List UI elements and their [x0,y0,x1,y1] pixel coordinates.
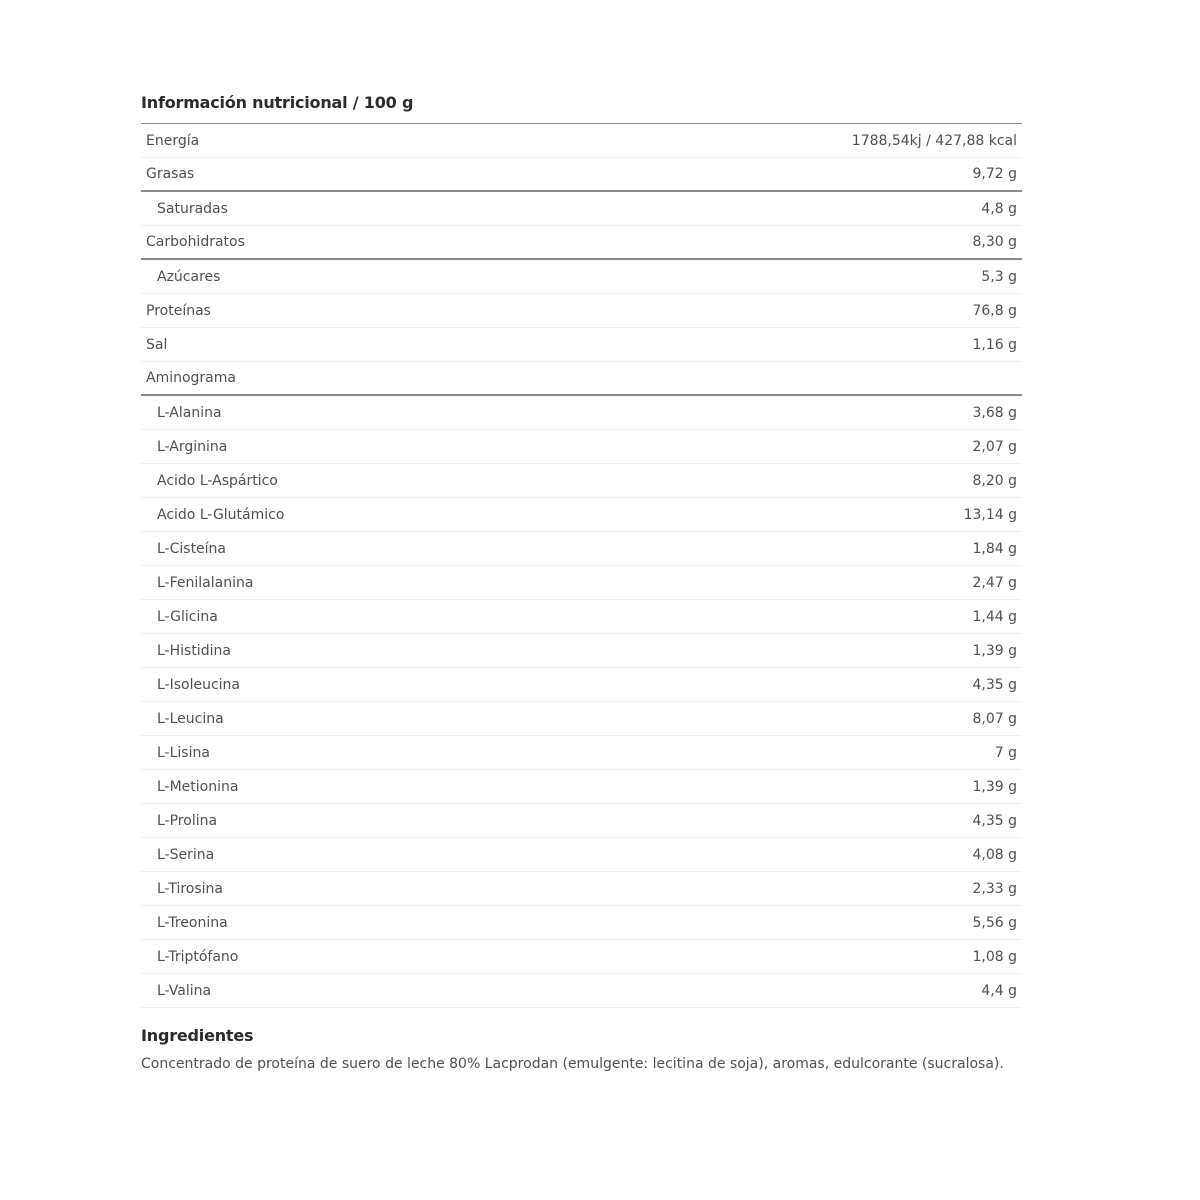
row-value: 4,08 g [972,846,1017,863]
row-value: 2,07 g [972,438,1017,455]
row-value: 13,14 g [963,506,1017,523]
table-row [141,226,1022,260]
row-label: L-Cisteína [157,540,227,557]
table-row [141,362,1022,396]
nutrition-section [141,90,1022,1075]
row-label: L-Serina [157,846,215,863]
row-value: 1,39 g [972,778,1017,795]
table-row [141,158,1022,192]
row-value: 2,33 g [972,880,1017,897]
row-value: 5,3 g [981,268,1017,285]
row-value: 4,4 g [981,982,1017,999]
table-row [141,906,1022,940]
row-value: 3,68 g [972,404,1017,421]
table-row [141,804,1022,838]
row-label: L-Prolina [157,812,218,829]
row-label: L-Metionina [157,778,239,795]
table-row [141,532,1022,566]
table-row [141,124,1022,158]
row-label: L-Fenilalanina [157,574,254,591]
row-label: Aminograma [146,370,236,386]
row-label: L-Alanina [157,404,222,421]
row-label: L-Arginina [157,438,228,455]
row-label: Proteínas [146,302,211,319]
row-value: 8,30 g [972,234,1017,250]
table-row [141,260,1022,294]
row-value: 4,35 g [972,812,1017,829]
row-label: Acido L-Aspártico [157,472,278,489]
nutrition-table [141,123,1022,1008]
row-label: Grasas [146,166,195,182]
nutrition-title: Información nutricional / 100 g [141,93,414,112]
row-label: L-Treonina [157,914,228,931]
table-row [141,396,1022,430]
table-row [141,770,1022,804]
row-value: 1,16 g [972,336,1017,353]
table-row [141,192,1022,226]
table-row [141,328,1022,362]
table-row [141,838,1022,872]
row-label: L-Triptófano [157,948,239,965]
row-label: Sal [146,336,168,353]
row-label: L-Isoleucina [157,676,241,693]
row-label: Saturadas [157,200,228,217]
table-row [141,872,1022,906]
row-value: 9,72 g [972,166,1017,182]
table-row [141,464,1022,498]
table-row [141,634,1022,668]
row-label: Azúcares [157,268,221,285]
row-value: 4,35 g [972,676,1017,693]
row-label: L-Tirosina [157,880,223,897]
row-value: 8,07 g [972,710,1017,727]
ingredients-text: Concentrado de proteína de suero de leche 80% Lacprodan (emulgente: lecitina de soja), aromas, edulcorante (sucralosa). [141,1056,1004,1072]
row-value: 7 g [994,744,1017,761]
row-value: 2,47 g [972,574,1017,591]
table-row [141,668,1022,702]
table-row [141,566,1022,600]
row-value: 1788,54kj / 427,88 kcal [851,132,1017,149]
row-label: Carbohidratos [146,234,245,250]
row-value: 8,20 g [972,472,1017,489]
table-row [141,294,1022,328]
ingredients-title: Ingredientes [141,1026,254,1045]
row-label: L-Glicina [157,608,218,625]
table-row [141,736,1022,770]
row-value: 76,8 g [972,302,1017,319]
row-label: Energía [146,132,200,149]
row-label: L-Leucina [157,710,224,727]
row-label: L-Valina [157,982,212,999]
row-label: L-Lisina [157,744,210,761]
table-row [141,940,1022,974]
row-value: 4,8 g [981,200,1017,217]
table-row [141,430,1022,464]
row-value: 1,44 g [972,608,1017,625]
row-value: 1,84 g [972,540,1017,557]
row-label: Acido L-Glutámico [157,506,285,523]
table-row [141,974,1022,1008]
row-value: 1,08 g [972,948,1017,965]
row-value: 1,39 g [972,642,1017,659]
table-row [141,702,1022,736]
table-row [141,600,1022,634]
table-row [141,498,1022,532]
row-label: L-Histidina [157,642,231,659]
row-value: 5,56 g [972,914,1017,931]
